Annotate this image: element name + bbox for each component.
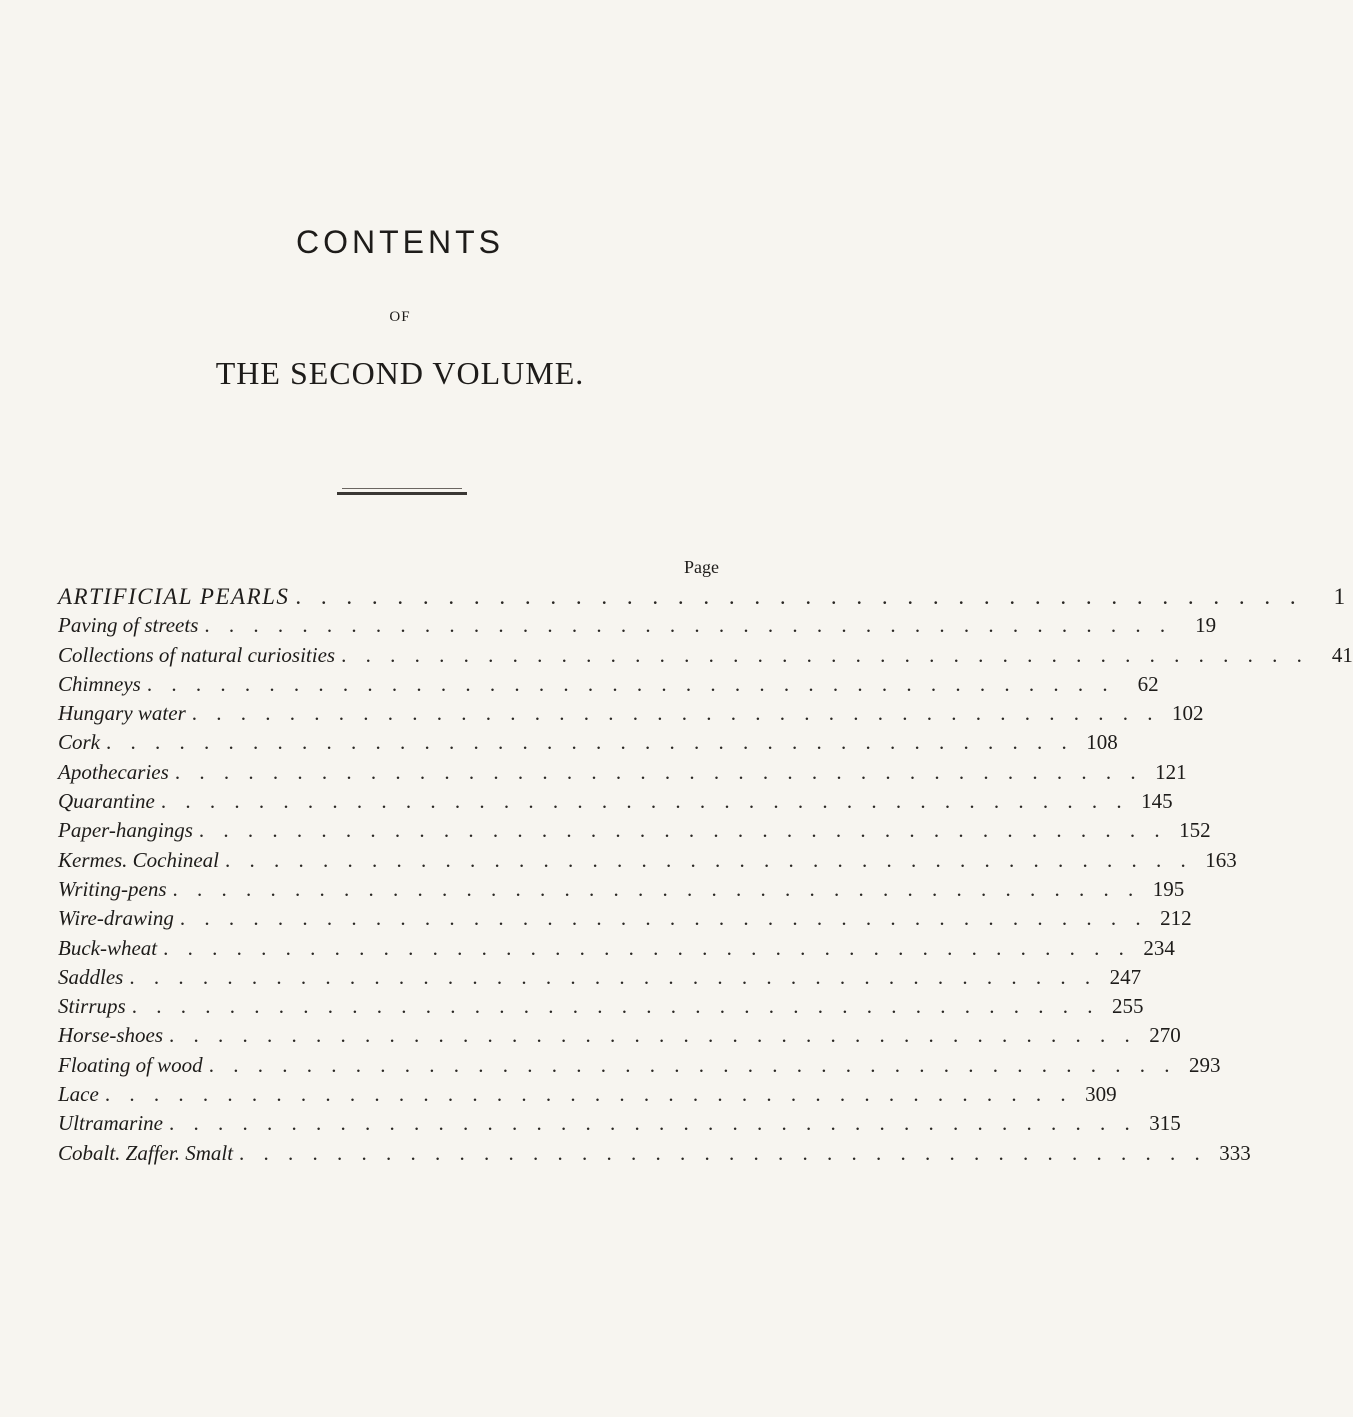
toc-entry-page: 62 — [1137, 671, 1159, 696]
toc-leader: . . . . . . . . . . . . . . . . . . . . . . . . . . . . . . . . . . . . . . . . — [341, 642, 1309, 667]
toc-entry-title: Buck-wheat — [58, 935, 158, 960]
toc-entry-title: Ultramarine — [58, 1111, 163, 1136]
toc-entry-title: Chimneys — [58, 671, 141, 696]
divider-rule — [337, 492, 467, 495]
toc-leader: . . . . . . . . . . . . . . . . . . . . . . . . . . . . . . . . . . . . . . . . — [129, 964, 1098, 989]
toc-entry-page: 234 — [1143, 935, 1175, 960]
divider-rule-thin — [342, 488, 462, 489]
toc-leader: . . . . . . . . . . . . . . . . . . . . . . . . . . . . . . . . . . . . . . . . — [131, 994, 1100, 1019]
toc-entry-page: 309 — [1085, 1082, 1117, 1107]
page-title: CONTENTS — [296, 224, 504, 260]
subtitle-of: OF — [389, 309, 411, 325]
toc-entry-page: 212 — [1160, 906, 1192, 931]
toc-leader: . . . . . . . . . . . . . . . . . . . . . . . . . . . . . . . . . . . . . . . . — [163, 935, 1131, 960]
toc-leader: . . . . . . . . . . . . . . . . . . . . . . . . . . . . . . . . . . . . . . . . — [295, 584, 1303, 609]
toc-entry — [58, 641, 1353, 670]
toc-entry-page: 195 — [1152, 876, 1185, 901]
toc-entry-page: 255 — [1111, 994, 1144, 1019]
table-of-contents — [58, 582, 1353, 1168]
toc-entry-title: Quarantine — [58, 789, 155, 814]
toc-leader: . . . . . . . . . . . . . . . . . . . . . . . . . . . . . . . . . . . . . . . . — [204, 613, 1173, 638]
toc-leader: . . . . . . . . . . . . . . . . . . . . . . . . . . . . . . . . . . . . . . . . — [169, 1023, 1137, 1048]
toc-entry-title: Paper-hangings — [58, 818, 193, 843]
toc-leader: . . . . . . . . . . . . . . . . . . . . . . . . . . . . . . . . . . . . . . . . — [106, 730, 1074, 755]
toc-entry-page: 1 — [1333, 584, 1347, 609]
toc-leader: . . . . . . . . . . . . . . . . . . . . . . . . . . . . . . . . . . . . . . . . — [208, 1052, 1177, 1077]
toc-entry — [58, 728, 1118, 757]
toc-entry — [58, 875, 1185, 904]
toc-entry — [58, 670, 1159, 699]
toc-leader: . . . . . . . . . . . . . . . . . . . . . . . . . . . . . . . . . . . . . . . . — [191, 701, 1160, 726]
toc-entry — [58, 758, 1187, 787]
toc-entry — [58, 963, 1142, 992]
toc-entry-page: 145 — [1141, 789, 1173, 814]
volume-title: THE SECOND VOLUME. — [215, 355, 585, 391]
page-column-label: Page — [684, 557, 719, 577]
toc-entry — [58, 611, 1217, 640]
toc-entry-title: Collections of natural curiosities — [58, 642, 336, 667]
toc-entry-title: Stirrups — [58, 994, 126, 1019]
toc-entry-title: Floating of wood — [58, 1052, 203, 1077]
toc-entry — [58, 699, 1204, 728]
toc-leader: . . . . . . . . . . . . . . . . . . . . . . . . . . . . . . . . . . . . . . . . — [174, 759, 1143, 784]
toc-leader: . . . . . . . . . . . . . . . . . . . . . . . . . . . . . . . . . . . . . . . . — [179, 906, 1148, 931]
toc-entry-title: Horse-shoes — [58, 1023, 163, 1048]
toc-entry-page: 315 — [1149, 1111, 1181, 1136]
toc-entry — [58, 787, 1173, 816]
toc-entry — [58, 846, 1237, 875]
toc-leader: . . . . . . . . . . . . . . . . . . . . . . . . . . . . . . . . . . . . . . . . — [160, 789, 1129, 814]
toc-leader: . . . . . . . . . . . . . . . . . . . . . . . . . . . . . . . . . . . . . . . . — [169, 1111, 1137, 1136]
toc-entry-title: ARTIFICIAL PEARLS — [58, 584, 290, 609]
toc-entry — [58, 904, 1192, 933]
toc-leader: . . . . . . . . . . . . . . . . . . . . . . . . . . . . . . . . . . . . . . . . — [104, 1082, 1073, 1107]
toc-entry-page: 102 — [1172, 701, 1204, 726]
toc-entry-title: Cork — [58, 730, 100, 755]
toc-entry — [58, 934, 1175, 963]
toc-entry — [58, 816, 1211, 845]
toc-entry — [58, 1021, 1181, 1050]
toc-entry — [58, 992, 1144, 1021]
toc-entry-title: Hungary water — [58, 701, 186, 726]
toc-entry-page: 270 — [1149, 1023, 1181, 1048]
toc-entry — [58, 582, 1347, 611]
toc-entry-page: 108 — [1086, 730, 1118, 755]
toc-entry-title: Kermes. Cochineal — [58, 847, 219, 872]
toc-entry — [58, 1109, 1181, 1138]
toc-entry-title: Cobalt. Zaffer. Smalt — [58, 1140, 234, 1165]
toc-leader: . . . . . . . . . . . . . . . . . . . . . . . . . . . . . . . . . . . . . . . . — [198, 818, 1167, 843]
toc-entry-page: 152 — [1179, 818, 1211, 843]
toc-entry-page: 121 — [1155, 759, 1187, 784]
toc-entry-title: Saddles — [58, 964, 124, 989]
toc-entry-page: 247 — [1109, 964, 1142, 989]
toc-entry — [58, 1139, 1251, 1168]
toc-entry-title: Wire-drawing — [58, 906, 174, 931]
toc-leader: . . . . . . . . . . . . . . . . . . . . . . . . . . . . . . . . . . . . . . . . — [239, 1140, 1207, 1165]
toc-entry-title: Paving of streets — [58, 613, 199, 638]
toc-leader: . . . . . . . . . . . . . . . . . . . . . . . . . . . . . . . . . . . . . . . . — [172, 876, 1141, 901]
toc-entry-title: Apothecaries — [58, 759, 169, 784]
toc-entry-page: 333 — [1219, 1140, 1251, 1165]
toc-entry-title: Writing-pens — [58, 876, 167, 901]
toc-entry-page: 19 — [1195, 613, 1217, 638]
toc-entry — [58, 1051, 1221, 1080]
toc-entry-page: 41 — [1331, 642, 1353, 667]
toc-entry-page: 163 — [1205, 847, 1237, 872]
toc-leader: . . . . . . . . . . . . . . . . . . . . . . . . . . . . . . . . . . . . . . . . — [224, 847, 1193, 872]
toc-entry-page: 293 — [1188, 1052, 1221, 1077]
toc-leader: . . . . . . . . . . . . . . . . . . . . . . . . . . . . . . . . . . . . . . . . — [146, 671, 1115, 696]
toc-entry — [58, 1080, 1117, 1109]
toc-entry-title: Lace — [58, 1082, 99, 1107]
